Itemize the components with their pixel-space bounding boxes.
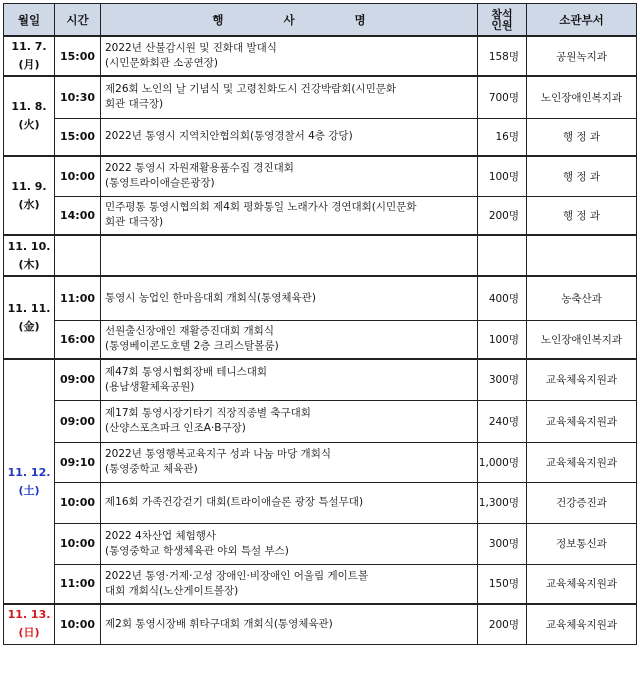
dept-cell: 노인장애인복지과 [527,76,637,118]
schedule-row [4,359,637,400]
time-cell: 09:00 [55,359,101,400]
date-label: 11. 12. [7,465,51,479]
time-cell: 14:00 [55,196,101,235]
event-name-line: 회관 대극장) [105,216,164,229]
dept-cell: 교육체육지원과 [527,564,637,604]
event-name-line: (통영베이콘도호텔 2층 크리스탈볼룸) [105,340,279,353]
date-label: 11. 9. [11,179,47,193]
dept-cell: 건강증진과 [527,482,637,523]
event-name-line: 2022년 산불감시원 및 진화대 발대식 [105,42,277,54]
participants-cell: 100명 [478,320,527,359]
participants-cell: 16명 [478,118,527,156]
time-cell: 10:00 [55,604,101,644]
header-date: 월일 [4,4,55,37]
event-name-cell [101,320,478,359]
time-cell: 11:00 [55,276,101,320]
schedule-row [4,36,637,76]
weekday-label: (金) [18,319,40,333]
schedule-row [4,400,637,442]
participants-cell: 700명 [478,76,527,118]
event-name-cell [101,564,478,604]
schedule-row [4,76,637,118]
event-name-cell [101,235,478,276]
date-cell [4,235,55,276]
event-name-line: (통영트라이애슬론광장) [105,177,215,190]
event-name-cell [101,36,478,76]
dept-cell [527,235,637,276]
header-participants [478,4,527,37]
schedule-row [4,235,637,276]
participants-cell: 1,300명 [478,482,527,523]
time-cell [55,235,101,276]
event-name-line: 제16회 가족건강걷기 대회(트라이애슬론 광장 특설무대) [105,496,364,508]
participants-cell: 1,000명 [478,442,527,482]
date-label: 11. 10. [7,239,51,253]
event-name-line: 대회 개회식(노산게이트볼장) [105,584,239,597]
weekday-label: (日) [18,626,40,640]
participants-cell: 200명 [478,196,527,235]
event-name-line: 2022년 통영·거제·고성 장애인·비장애인 어울림 게이트볼 [105,569,369,582]
schedule-row [4,320,637,359]
event-name-line: 2022년 통영시 지역치안협의회(통영경찰서 4층 강당) [105,130,353,143]
date-cell [4,36,55,76]
time-cell: 10:00 [55,523,101,564]
participants-cell: 240명 [478,400,527,442]
event-name-cell [101,359,478,400]
event-name-line: 2022 4차산업 체험행사 [105,529,217,542]
event-name-line: (시민문화회관 소공연장) [105,57,218,69]
event-name-line: 제47회 통영시협회장배 테니스대회 [105,365,268,378]
weekday-label: (火) [18,118,40,131]
event-name-line: 2022 통영시 자원재활용품수집 경진대회 [105,162,294,175]
schedule-row [4,482,637,523]
date-label: 11. 13. [7,608,51,622]
event-name-line: (용남생활체육공원) [105,380,195,393]
event-name-cell [101,442,478,482]
time-cell: 10:00 [55,482,101,523]
date-label: 11. 11. [7,301,51,315]
header-row [4,4,637,37]
event-name-cell [101,118,478,156]
date-cell [4,156,55,235]
date-label: 11. 7. [11,40,47,53]
date-cell [4,276,55,359]
participants-cell: 300명 [478,523,527,564]
event-name-line: 제2회 통영시장배 휘타구대회 개회식(통영체육관) [105,617,333,630]
date-cell [4,76,55,156]
event-name-line: 회관 대극장) [105,98,164,111]
event-name-cell [101,196,478,235]
dept-cell: 농축산과 [527,276,637,320]
event-name-line: (통영중학교 체육관) [105,463,198,475]
dept-cell: 노인장애인복지과 [527,320,637,359]
time-cell: 11:00 [55,564,101,604]
schedule-row [4,604,637,644]
dept-cell: 행 정 과 [527,156,637,196]
header-time: 시간 [55,4,101,37]
schedule-row [4,196,637,235]
weekday-label: (土) [18,483,40,497]
schedule-row [4,156,637,196]
date-cell [4,359,55,604]
participants-cell [478,235,527,276]
participants-cell: 200명 [478,604,527,644]
time-cell: 10:30 [55,76,101,118]
dept-cell: 교육체육지원과 [527,359,637,400]
dept-cell: 행 정 과 [527,196,637,235]
dept-cell: 공원녹지과 [527,36,637,76]
dept-cell: 교육체육지원과 [527,442,637,482]
event-name-line: 민주평통 통영시협의회 제4회 평화통일 노래가사 경연대회(시민문화 [105,201,417,214]
date-label: 11. 8. [11,100,47,113]
time-cell: 15:00 [55,118,101,156]
event-name-line: 2022년 통영행복교육지구 성과 나눔 마당 개회식 [105,448,331,460]
schedule-table-container [3,3,637,645]
participants-cell: 158명 [478,36,527,76]
dept-cell: 정보통신과 [527,523,637,564]
dept-cell: 교육체육지원과 [527,604,637,644]
schedule-row [4,442,637,482]
schedule-row [4,523,637,564]
event-name-cell [101,523,478,564]
header-event: 행 사 명 [101,4,478,37]
schedule-row [4,118,637,156]
weekday-label: (水) [18,197,40,211]
time-cell: 10:00 [55,156,101,196]
event-schedule-table [3,3,637,645]
participants-cell: 400명 [478,276,527,320]
header-participants-line2: 인원 [491,18,513,32]
event-name-line: 제26회 노인의 날 기념식 및 고령친화도시 건강박람회(시민문화 [105,83,397,96]
event-name-line: 제17회 통영시장기타기 직장직종별 축구대회 [105,407,311,419]
event-name-cell [101,604,478,644]
event-name-line: 통영시 농업인 한마음대회 개회식(통영체육관) [105,291,316,304]
dept-cell: 행 정 과 [527,118,637,156]
header-participants-line1: 참석 [491,7,513,21]
weekday-label: (月) [18,58,40,71]
time-cell: 15:00 [55,36,101,76]
participants-cell: 150명 [478,564,527,604]
weekday-label: (木) [18,257,40,271]
time-cell: 16:00 [55,320,101,359]
time-cell: 09:00 [55,400,101,442]
event-name-line: (통영중학교 학생체육관 야외 특설 부스) [105,544,289,557]
event-name-cell [101,156,478,196]
schedule-body [4,36,637,644]
time-cell: 09:10 [55,442,101,482]
event-name-line: 선원출신장애인 재활증진대회 개회식 [105,325,274,338]
event-name-cell [101,400,478,442]
event-name-line: (산양스포츠파크 인조A·B구장) [105,422,246,434]
header-dept: 소관부서 [527,4,637,37]
date-cell [4,604,55,644]
dept-cell: 교육체육지원과 [527,400,637,442]
schedule-row [4,564,637,604]
schedule-row [4,276,637,320]
event-name-cell [101,76,478,118]
event-name-cell [101,276,478,320]
event-name-cell [101,482,478,523]
participants-cell: 300명 [478,359,527,400]
participants-cell: 100명 [478,156,527,196]
